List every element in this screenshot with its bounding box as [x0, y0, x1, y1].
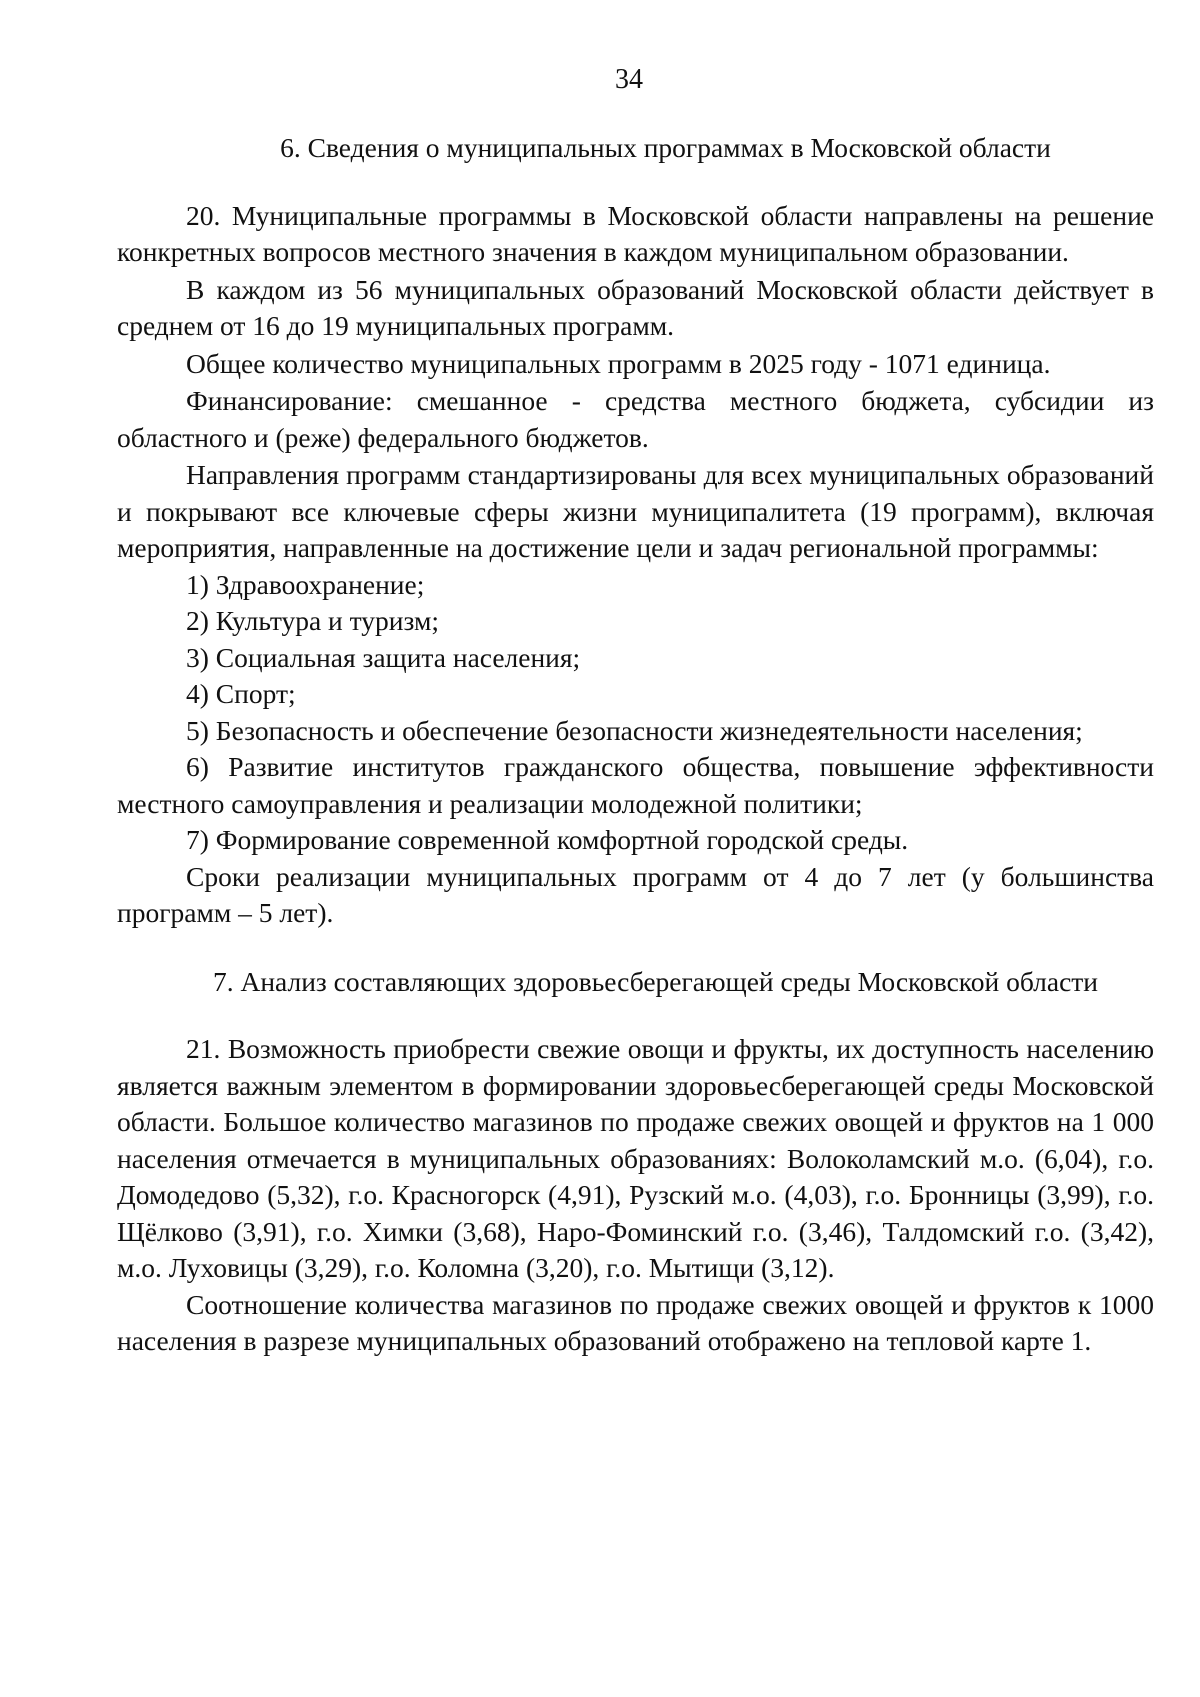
paragraph-financing: Финансирование: смешанное - средства местного бюджета, субсидии из областного и (реже) федерального бюджетов.	[117, 385, 1154, 453]
paragraph-20: 20. Муниципальные программы в Московской области направлены на решение конкретных вопросов местного значения в каждом муниципальном образовании.	[117, 199, 1154, 267]
list-item: 4) Спорт;	[186, 678, 296, 709]
list-item: 3) Социальная защита населения;	[186, 641, 581, 673]
list-item: 6) Развитие институтов гражданского общества, повышение эффективности местного самоуправления и реализации молодежной политики;	[117, 751, 1154, 819]
page-number: 34	[615, 64, 643, 95]
paragraph-total-programs: Общее количество муниципальных программ в 2025 году - 1071 единица.	[186, 347, 1051, 379]
section-6-heading: 6. Сведения о муниципальных программах в Московской области	[280, 132, 1051, 163]
paragraph-directions: Направления программ стандартизированы для всех муниципальных образований и покрывают все ключевые сферы жизни муниципалитета (19 программ), включая мероприятия, направленные на достижение цели и задач региональной программы:	[117, 459, 1154, 563]
list-item: 1) Здравоохранение;	[186, 568, 425, 600]
list-item: 7) Формирование современной комфортной городской среды.	[186, 824, 909, 855]
paragraph-21: 21. Возможность приобрести свежие овощи и фрукты, их доступность населению является важным элементом в формировании здоровьесберегающей среды Московской области. Большое количество магазинов по продаже свежих овощей и фруктов на 1 000 населения отмечается в муниципальных образованиях: Волоколамский м.о. (6,04), г.о. Домодедово (5,32), г.о. Красногорск (4,91), Рузский м.о. (4,03), г.о. Бронницы (3,99), г.о. Щёлково (3,91), г.о. Химки (3,68), Наро-Фоминский г.о. (3,46), Талдомский г.о. (3,42), м.о. Луховицы (3,29), г.о. Коломна (3,20), г.о. Мытищи (3,12).	[117, 1033, 1154, 1283]
list-item: 5) Безопасность и обеспечение безопасности жизнедеятельности населения;	[186, 714, 1083, 746]
paragraph-terms: Сроки реализации муниципальных программ от 4 до 7 лет (у большинства программ – 5 лет).	[117, 860, 1154, 928]
list-item: 2) Культура и туризм;	[186, 605, 440, 636]
paragraph-municipal-count: В каждом из 56 муниципальных образований Московской области действует в среднем от 16 до 19 муниципальных программ.	[117, 273, 1154, 341]
document-body	[117, 130, 1154, 1360]
section-7-heading: 7. Анализ составляющих здоровьесберегающей среды Московской области	[212, 965, 1099, 997]
paragraph-heatmap-reference: Соотношение количества магазинов по продаже свежих овощей и фруктов к 1000 населения в разрезе муниципальных образований отображено на тепловой карте 1.	[117, 1288, 1154, 1356]
